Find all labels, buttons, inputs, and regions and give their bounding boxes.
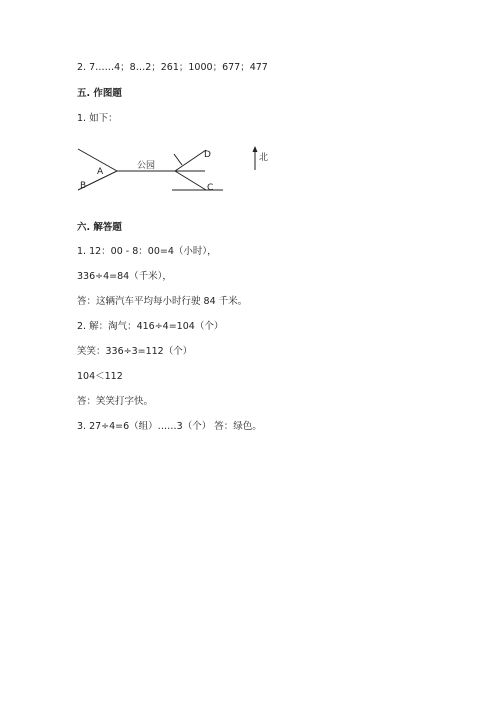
segment-d-tick — [174, 154, 182, 165]
label-b: B — [80, 181, 87, 191]
segment-to-c — [175, 171, 206, 190]
solution-line-5: 笑笑：336÷3=112（个） — [77, 346, 193, 357]
section-5-heading: 五. 作图题 — [77, 88, 122, 99]
solution-line-3: 答：这辆汽车平均每小时行驶 84 千米。 — [77, 296, 248, 307]
label-d: D — [204, 150, 211, 160]
solution-line-7: 答：笑笑打字快。 — [77, 396, 154, 407]
solution-line-2: 336÷4=84（千米）， — [77, 271, 172, 282]
label-a: A — [97, 167, 104, 177]
solution-line-8: 3. 27÷4=6（组）……3（个） 答：绿色。 — [77, 421, 262, 432]
segment-to-d — [175, 150, 206, 171]
north-arrow-icon — [253, 146, 258, 170]
answer-line-2: 2. 7……4；8…2；261；1000；677；477 — [77, 62, 268, 73]
label-north: 北 — [259, 153, 269, 163]
section-5-item-1: 1. 如下： — [77, 113, 118, 124]
solution-line-4: 2. 解：淘气：416÷4=104（个） — [77, 321, 224, 332]
label-park: 公园 — [137, 161, 156, 171]
solution-line-1: 1. 12：00 - 8：00=4（小时）， — [77, 246, 217, 257]
route-diagram — [70, 140, 290, 200]
label-c: C — [207, 183, 214, 193]
section-6-heading: 六. 解答题 — [77, 222, 122, 233]
solution-line-6: 104＜112 — [77, 371, 123, 382]
